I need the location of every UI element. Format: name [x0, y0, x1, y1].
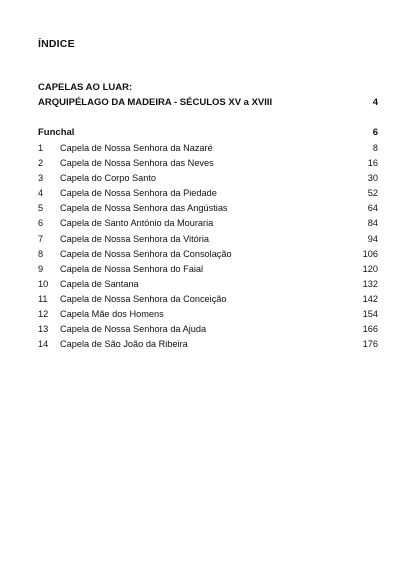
- group-heading: Funchal: [38, 127, 75, 138]
- toc-entry-page: 30: [367, 173, 378, 184]
- toc-entry-page: 64: [367, 203, 378, 214]
- toc-entry: [38, 247, 378, 262]
- toc-entry-title: Capela de Nossa Senhora das Angústias: [60, 203, 228, 214]
- toc-entry-page: 120: [362, 263, 378, 274]
- toc-entry-number: 13: [38, 324, 49, 335]
- toc-entry-number: 8: [38, 248, 44, 259]
- group-heading-row: [38, 127, 378, 138]
- toc-entry: [38, 292, 378, 307]
- toc-entry: [38, 171, 378, 186]
- toc-entry-number: 12: [38, 309, 49, 320]
- section-page-number: 4: [372, 97, 378, 108]
- toc-entry-title: Capela de Santo António da Mouraria: [60, 218, 214, 229]
- toc-entry-page: 16: [367, 158, 378, 169]
- toc-entry-page: 106: [362, 248, 378, 259]
- toc-entry: [38, 141, 378, 156]
- toc-entry: [38, 337, 378, 352]
- toc-entry-number: 14: [38, 339, 49, 350]
- toc-entry-number: 5: [38, 203, 44, 214]
- toc-entry-title: Capela de Nossa Senhora da Vitória: [60, 233, 209, 244]
- toc-entry-page: 8: [372, 143, 378, 153]
- toc-entry-number: 6: [38, 218, 44, 229]
- toc-entry-number: 2: [38, 158, 44, 169]
- toc-entry-number: 10: [38, 278, 49, 289]
- toc-entry-number: 9: [38, 263, 44, 274]
- toc-entry-page: 52: [367, 188, 378, 199]
- toc-entry-number: 7: [38, 233, 44, 244]
- toc-entry: [38, 186, 378, 201]
- section-title-line1: CAPELAS AO LUAR:: [38, 82, 133, 93]
- toc-entry-title: Capela de Nossa Senhora da Ajuda: [60, 324, 207, 335]
- toc-entry: [38, 277, 378, 292]
- index-title: ÍNDICE: [38, 38, 75, 50]
- toc-entry: [38, 156, 378, 171]
- group-page-number: 6: [372, 127, 378, 138]
- toc-entry-title: Capela de Nossa Senhora das Neves: [60, 158, 214, 169]
- toc-entry-number: 1: [38, 143, 44, 153]
- toc-entry-title: Capela do Corpo Santo: [60, 173, 157, 184]
- toc-entry-number: 11: [38, 293, 48, 304]
- toc-entry-page: 132: [362, 278, 378, 289]
- toc-entry-title: Capela de Nossa Senhora da Conceição: [60, 293, 227, 304]
- section-title-line2-row: [38, 97, 378, 108]
- toc-entry: [38, 216, 378, 231]
- toc-entry-title: Capela de Nossa Senhora da Consolação: [60, 248, 232, 259]
- toc-entry-page: 84: [367, 218, 378, 229]
- toc-entry-number: 4: [38, 188, 44, 199]
- toc-entry-title: Capela de Nossa Senhora do Faial: [60, 263, 204, 274]
- toc-entry-title: Capela Mãe dos Homens: [60, 309, 164, 320]
- toc-entry: [38, 322, 378, 337]
- toc-entry-title: Capela de Nossa Senhora da Piedade: [60, 188, 217, 199]
- toc-list: [38, 141, 378, 352]
- toc-entry: [38, 262, 378, 277]
- toc-entry-title: Capela de São João da Ribeira: [60, 339, 188, 350]
- toc-entry-page: 154: [362, 309, 378, 320]
- toc-entry: [38, 307, 378, 322]
- toc-entry-page: 94: [367, 233, 378, 244]
- toc-entry: [38, 201, 378, 216]
- toc-entry-number: 3: [38, 173, 44, 184]
- toc-entry-page: 142: [362, 293, 378, 304]
- toc-entry-title: Capela de Nossa Senhora da Nazaré: [60, 143, 213, 153]
- toc-entry-page: 176: [362, 339, 378, 350]
- toc-entry-page: 166: [362, 324, 378, 335]
- toc-entry: [38, 232, 378, 247]
- section-title-line2: ARQUIPÉLAGO DA MADEIRA - SÉCULOS XV a XVIII: [38, 97, 273, 108]
- toc-entry-title: Capela de Santana: [60, 278, 139, 289]
